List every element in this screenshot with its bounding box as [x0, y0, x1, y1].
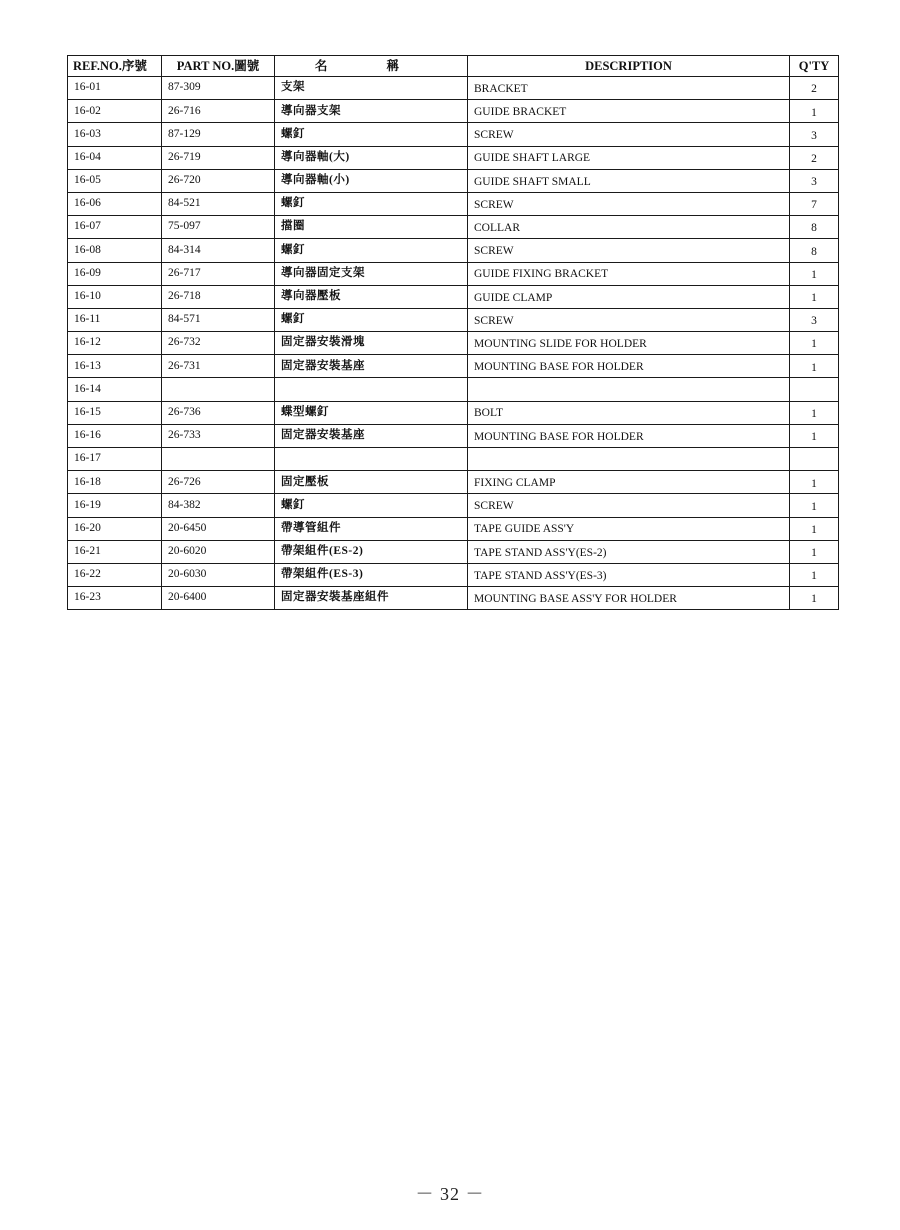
- qty-cell: 8: [790, 216, 839, 239]
- ref-no-cell: 16-07: [68, 216, 162, 239]
- description-cell: GUIDE SHAFT SMALL: [468, 169, 790, 192]
- qty-cell: [790, 448, 839, 471]
- table-row: [68, 378, 839, 401]
- part-no-cell: 84-382: [162, 494, 275, 517]
- name-cell: [275, 448, 468, 471]
- part-no-cell: 26-736: [162, 401, 275, 424]
- part-no-cell: 26-726: [162, 471, 275, 494]
- description-cell: MOUNTING BASE FOR HOLDER: [468, 355, 790, 378]
- table-row: [68, 100, 839, 123]
- name-cell: 螺釘: [275, 123, 468, 146]
- ref-no-cell: 16-15: [68, 401, 162, 424]
- table-row: [68, 587, 839, 610]
- name-header: 名 稱: [275, 56, 468, 77]
- ref-no-cell: 16-06: [68, 192, 162, 215]
- ref-no-cell: 16-18: [68, 471, 162, 494]
- part-no-cell: [162, 378, 275, 401]
- part-no-cell: 87-309: [162, 77, 275, 100]
- description-cell: BRACKET: [468, 77, 790, 100]
- name-cell: 帶導管組件: [275, 517, 468, 540]
- description-cell: SCREW: [468, 192, 790, 215]
- ref-no-cell: 16-22: [68, 563, 162, 586]
- qty-cell: 1: [790, 471, 839, 494]
- table-row: [68, 424, 839, 447]
- description-cell: GUIDE BRACKET: [468, 100, 790, 123]
- ref-no-cell: 16-12: [68, 332, 162, 355]
- part-no-cell: 20-6030: [162, 563, 275, 586]
- table-row: [68, 355, 839, 378]
- qty-cell: 1: [790, 540, 839, 563]
- ref-no-cell: 16-01: [68, 77, 162, 100]
- qty-cell: 1: [790, 332, 839, 355]
- name-cell: 導向器支架: [275, 100, 468, 123]
- part-no-cell: 26-732: [162, 332, 275, 355]
- part-no-header: PART NO.圖號: [162, 56, 275, 77]
- ref-no-cell: 16-03: [68, 123, 162, 146]
- ref-no-cell: 16-14: [68, 378, 162, 401]
- name-cell: 固定壓板: [275, 471, 468, 494]
- part-no-cell: [162, 448, 275, 471]
- table-row: [68, 77, 839, 100]
- table-row: [68, 401, 839, 424]
- part-no-cell: 87-129: [162, 123, 275, 146]
- qty-cell: 3: [790, 308, 839, 331]
- part-no-cell: 26-717: [162, 262, 275, 285]
- part-no-cell: 20-6450: [162, 517, 275, 540]
- qty-cell: [790, 378, 839, 401]
- description-cell: FIXING CLAMP: [468, 471, 790, 494]
- qty-cell: 1: [790, 355, 839, 378]
- qty-cell: 8: [790, 239, 839, 262]
- name-cell: 螺釘: [275, 308, 468, 331]
- description-cell: GUIDE SHAFT LARGE: [468, 146, 790, 169]
- name-cell: 導向器軸(大): [275, 146, 468, 169]
- table-header-row: [68, 56, 839, 77]
- ref-no-cell: 16-19: [68, 494, 162, 517]
- name-cell: 擋圈: [275, 216, 468, 239]
- qty-cell: 1: [790, 401, 839, 424]
- name-cell: 帶架組件(ES-2): [275, 540, 468, 563]
- qty-cell: 7: [790, 192, 839, 215]
- ref-no-cell: 16-16: [68, 424, 162, 447]
- qty-cell: 1: [790, 494, 839, 517]
- name-cell: 導向器固定支架: [275, 262, 468, 285]
- qty-cell: 1: [790, 587, 839, 610]
- description-cell: TAPE STAND ASS'Y(ES-3): [468, 563, 790, 586]
- description-header: DESCRIPTION: [468, 56, 790, 77]
- parts-list-table: [67, 55, 839, 610]
- page-number: － 32 －: [415, 1184, 485, 1204]
- table-row: [68, 517, 839, 540]
- description-cell: MOUNTING SLIDE FOR HOLDER: [468, 332, 790, 355]
- name-cell: 固定器安裝基座: [275, 424, 468, 447]
- table-row: [68, 262, 839, 285]
- name-cell: 螺釘: [275, 192, 468, 215]
- table-row: [68, 332, 839, 355]
- part-no-cell: 20-6020: [162, 540, 275, 563]
- description-cell: BOLT: [468, 401, 790, 424]
- qty-cell: 2: [790, 77, 839, 100]
- ref-no-cell: 16-02: [68, 100, 162, 123]
- description-cell: MOUNTING BASE FOR HOLDER: [468, 424, 790, 447]
- qty-cell: 1: [790, 424, 839, 447]
- description-cell: [468, 378, 790, 401]
- ref-no-cell: 16-09: [68, 262, 162, 285]
- qty-cell: 1: [790, 100, 839, 123]
- description-cell: GUIDE FIXING BRACKET: [468, 262, 790, 285]
- qty-header: Q'TY: [790, 56, 839, 77]
- description-cell: COLLAR: [468, 216, 790, 239]
- part-no-cell: 26-718: [162, 285, 275, 308]
- part-no-cell: 75-097: [162, 216, 275, 239]
- table-row: [68, 169, 839, 192]
- name-cell: 帶架組件(ES-3): [275, 563, 468, 586]
- ref-no-cell: 16-10: [68, 285, 162, 308]
- ref-no-cell: 16-17: [68, 448, 162, 471]
- name-cell: 螺釘: [275, 239, 468, 262]
- table-row: [68, 563, 839, 586]
- qty-cell: 1: [790, 563, 839, 586]
- description-cell: SCREW: [468, 239, 790, 262]
- table-row: [68, 146, 839, 169]
- table-row: [68, 540, 839, 563]
- description-cell: SCREW: [468, 308, 790, 331]
- table-row: [68, 192, 839, 215]
- ref-no-cell: 16-21: [68, 540, 162, 563]
- part-no-cell: 26-733: [162, 424, 275, 447]
- name-cell: 固定器安裝基座組件: [275, 587, 468, 610]
- ref-no-cell: 16-20: [68, 517, 162, 540]
- description-cell: TAPE STAND ASS'Y(ES-2): [468, 540, 790, 563]
- description-cell: SCREW: [468, 123, 790, 146]
- name-cell: 固定器安裝基座: [275, 355, 468, 378]
- name-cell: 導向器壓板: [275, 285, 468, 308]
- table-row: [68, 216, 839, 239]
- description-cell: [468, 448, 790, 471]
- part-no-cell: 20-6400: [162, 587, 275, 610]
- part-no-cell: 26-731: [162, 355, 275, 378]
- qty-cell: 3: [790, 169, 839, 192]
- part-no-cell: 84-571: [162, 308, 275, 331]
- name-cell: 支架: [275, 77, 468, 100]
- name-cell: 蝶型螺釘: [275, 401, 468, 424]
- ref-no-cell: 16-11: [68, 308, 162, 331]
- ref-no-cell: 16-05: [68, 169, 162, 192]
- ref-no-cell: 16-04: [68, 146, 162, 169]
- part-no-cell: 26-720: [162, 169, 275, 192]
- name-cell: [275, 378, 468, 401]
- ref-no-cell: 16-08: [68, 239, 162, 262]
- part-no-cell: 26-719: [162, 146, 275, 169]
- ref-no-cell: 16-23: [68, 587, 162, 610]
- part-no-cell: 84-314: [162, 239, 275, 262]
- description-cell: MOUNTING BASE ASS'Y FOR HOLDER: [468, 587, 790, 610]
- name-cell: 螺釘: [275, 494, 468, 517]
- qty-cell: 1: [790, 262, 839, 285]
- table-row: [68, 494, 839, 517]
- part-no-cell: 84-521: [162, 192, 275, 215]
- table-row: [68, 308, 839, 331]
- table-row: [68, 239, 839, 262]
- qty-cell: 1: [790, 285, 839, 308]
- ref-no-cell: 16-13: [68, 355, 162, 378]
- table-row: [68, 123, 839, 146]
- table-row: [68, 471, 839, 494]
- name-cell: 固定器安裝滑塊: [275, 332, 468, 355]
- description-cell: GUIDE CLAMP: [468, 285, 790, 308]
- qty-cell: 1: [790, 517, 839, 540]
- part-no-cell: 26-716: [162, 100, 275, 123]
- parts-table-body: [68, 77, 839, 610]
- description-cell: TAPE GUIDE ASS'Y: [468, 517, 790, 540]
- name-cell: 導向器軸(小): [275, 169, 468, 192]
- qty-cell: 3: [790, 123, 839, 146]
- table-row: [68, 285, 839, 308]
- qty-cell: 2: [790, 146, 839, 169]
- description-cell: SCREW: [468, 494, 790, 517]
- table-row: [68, 448, 839, 471]
- ref-no-header: REF.NO.序號: [68, 56, 162, 77]
